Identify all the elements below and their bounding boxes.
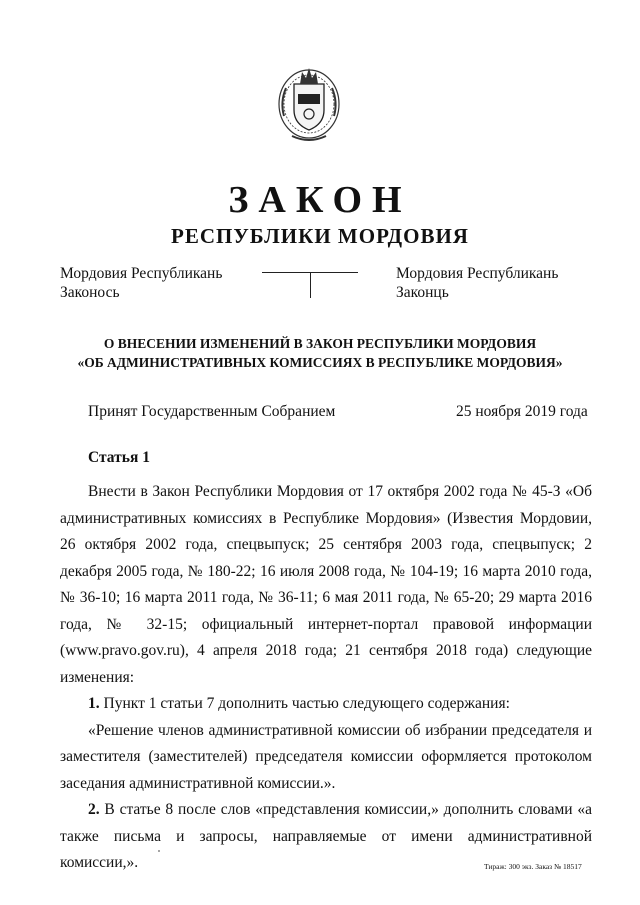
law-name-line-2: «ОБ АДМИНИСТРАТИВНЫХ КОМИССИЯХ В РЕСПУБЛИКЕ МОРДОВИЯ»: [77, 355, 563, 370]
moksha-title-line-1: Мордовия Республикань: [60, 265, 223, 282]
item-2-text: В статье 8 после слов «представления комиссии,» дополнить словами «а также письма и запросы, направляемые от имени административной комиссии,».: [60, 801, 592, 871]
adopted-by: Принят Государственным Собранием: [88, 403, 336, 420]
article-item-1: [60, 691, 592, 718]
header-divider-vertical: [310, 272, 311, 298]
law-name-line-1: О ВНЕСЕНИИ ИЗМЕНЕНИЙ В ЗАКОН РЕСПУБЛИКИ МОРДОВИЯ: [103, 336, 537, 351]
moksha-title: [60, 264, 222, 302]
adopted-date: 25 ноября 2019 года: [456, 403, 588, 420]
article-title: Статья 1: [88, 449, 150, 466]
erzya-title: [396, 264, 558, 302]
article-intro-paragraph: Внести в Закон Республики Мордовия от 17 октября 2002 года № 45-З «Об административных комиссиях в Республике Мордовия» (Известия Мордовии, 26 октября 2002 года, спецвыпуск; 25 сентября 2003 года, спецвыпуск; 2 декабря 2005 года, № 180-22; 16 июля 2008 года, № 104-19; 16 марта 2010 года, № 36-10; 16 марта 2011 года, № 36-11; 6 мая 2011 года, № 65-20; 29 марта 2016 года, № 32-15; официальный интернет-портал правовой информации (www.pravo.gov.ru), 4 апреля 2018 года; 21 сентября 2018 года) следующие изменения:: [60, 483, 592, 686]
item-1-number: 1.: [88, 695, 100, 712]
document-title: ЗАКОН: [228, 179, 412, 221]
article-item-1-quote: «Решение членов административной комиссии об избрании председателя и заместителя (заместителей) председателя комиссии оформляется протоколом заседания административной комиссии.».: [60, 721, 592, 792]
item-1-text: Пункт 1 статьи 7 дополнить частью следующего содержания:: [99, 695, 510, 712]
item-2-number: 2.: [88, 801, 100, 818]
erzya-title-line-2: Законць: [396, 284, 449, 301]
law-name: [40, 334, 600, 372]
print-run-footer: Тираж: 300 экз. Заказ № 18517: [484, 862, 582, 871]
article-body: [60, 479, 592, 877]
coat-of-arms-emblem: [270, 54, 348, 144]
document-subtitle: РЕСПУБЛИКИ МОРДОВИЯ: [171, 224, 469, 248]
erzya-title-line-1: Мордовия Республикань: [396, 265, 559, 282]
moksha-title-line-2: Законось: [60, 284, 120, 301]
scan-speck: [158, 850, 160, 852]
